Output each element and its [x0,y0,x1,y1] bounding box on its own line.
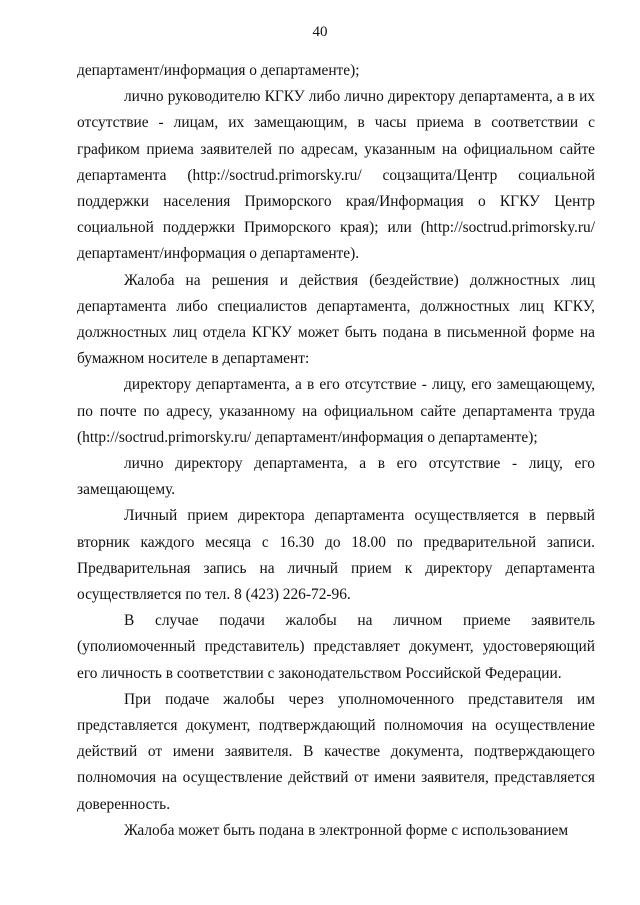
paragraph-complaint-written-form: Жалоба на решения и действия (бездействие) должностных лиц департамента либо специалистов департамента, должностных лиц КГКУ, должностных лиц отдела КГКУ может быть подана в письменной форме на бумажном носителе в департамент: [77,271,595,368]
page-number: 40 [312,24,328,40]
paragraph-reception-schedule: Личный прием директора департамента осуществляется в первый вторник каждого месяца с 16.30 до 18.00 по предварительной записи. Предварительная запись на личный прием к директору департамента осуществляется по тел. 8 (423) 226-72-96. [77,507,595,604]
document-body [77,58,595,844]
paragraph-electronic-form: Жалоба может быть подана в электронной форме с использованием [124,821,569,839]
paragraph-continuation: департамент/информация о департаменте); [77,62,360,79]
paragraph-identity-document: В случае подачи жалобы на личном приеме заявитель (уполиомоченный представитель) представляет документ, удостоверяющий его личность в соответствии с законодательством Российской Федерации. [77,612,595,682]
paragraph-authorized-representative: При подаче жалобы через уполномоченного представителя им представляется документ, подтверждающий полномочия на осуществление действий от имени заявителя. В качестве документа, подтверждающего полномочия на осуществление действий от имени заявителя, представляется доверенность. [77,690,595,813]
paragraph-personal-delivery: лично руководителю КГКУ либо лично директору департамента, а в их отсутствие - лицам, их замещающим, в часы приема в соответствии с графиком приема заявителей по адресам, указанным на официальном сайте департамента (http://soctrud.primorsky.ru/ соцзащита/Центр социальной поддержки населения Приморского края/Информация о КГКУ Центр социальной поддержки Приморского края); или (http://soctrud.primorsky.ru/ департамент/информация о департаменте). [77,88,595,263]
paragraph-director-in-person: лично директору департамента, а в его отсутствие - лицу, его замещающему. [77,455,595,499]
paragraph-director-by-mail: директору департамента, а в его отсутствие - лицу, его замещающему, по почте по адресу, указанному на официальном сайте департамента труда (http://soctrud.primorsky.ru/ департамент/информация о департаменте); [77,376,595,446]
